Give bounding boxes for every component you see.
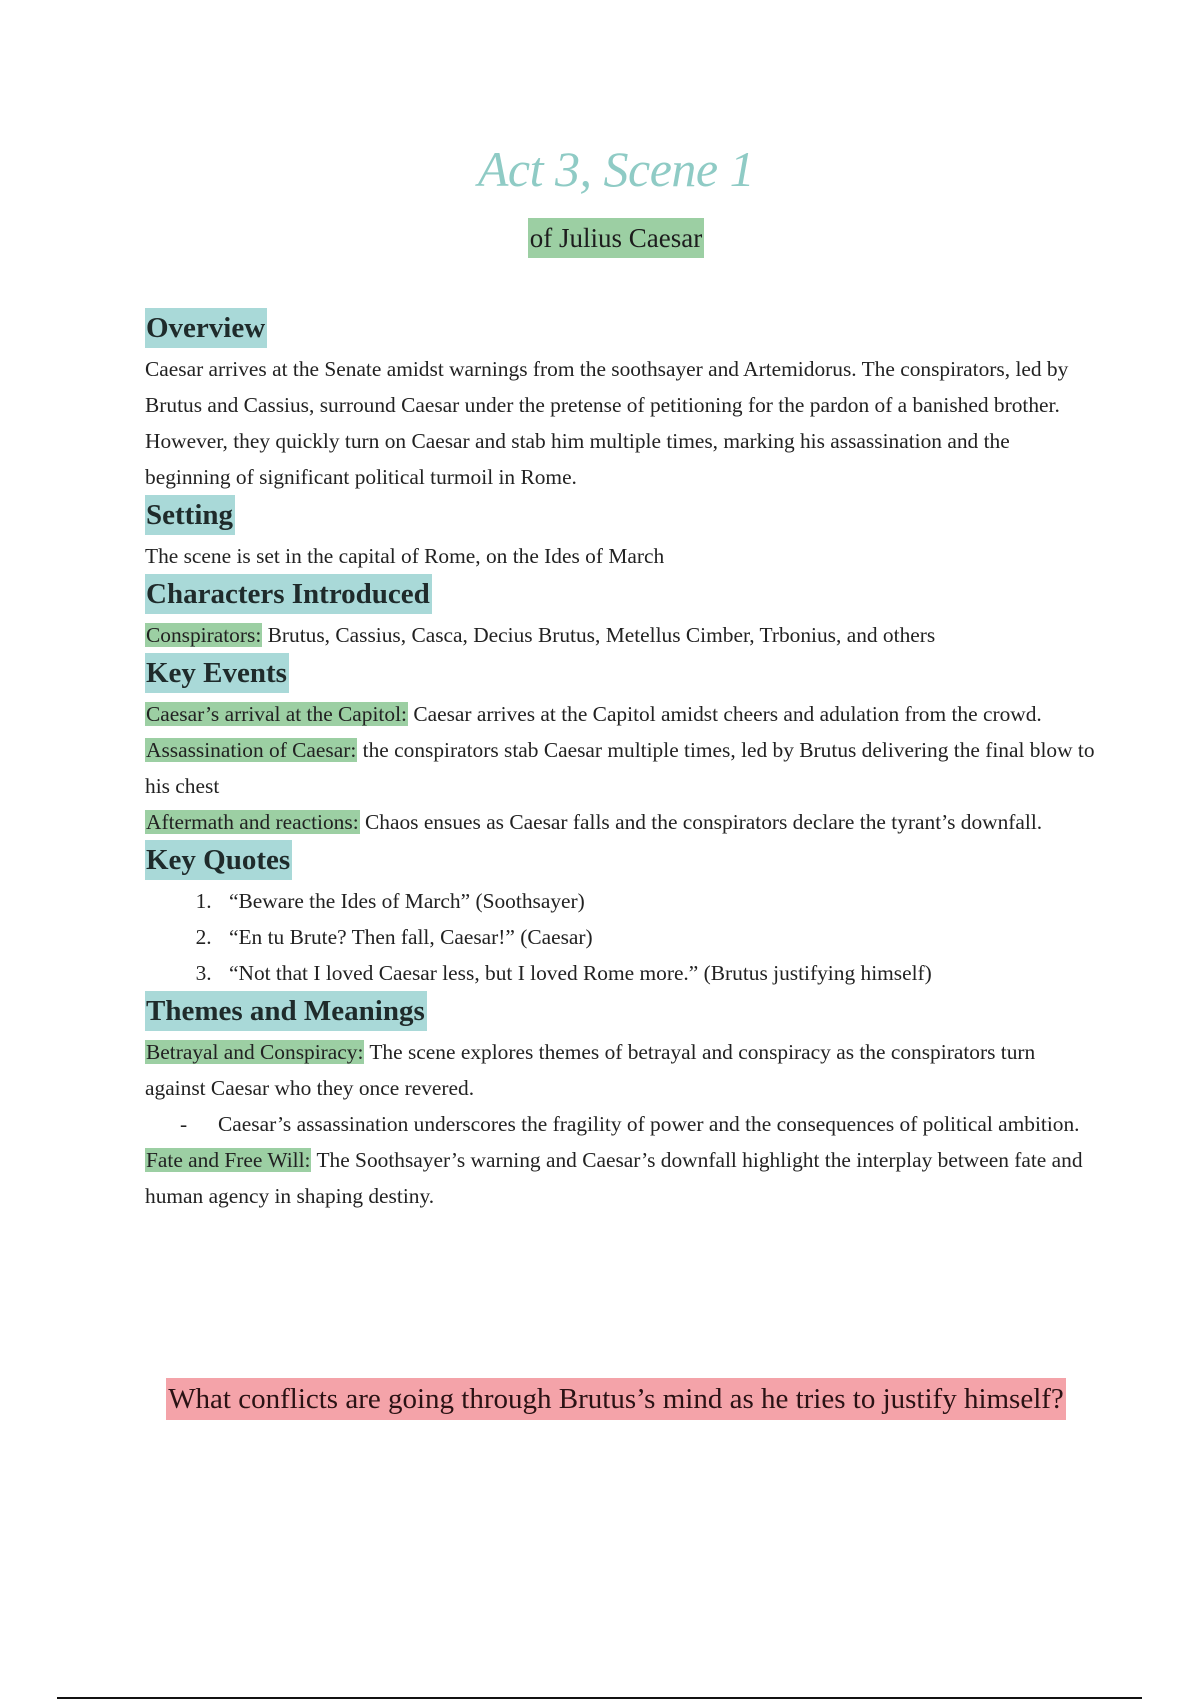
betrayal-bullet-list xyxy=(145,1106,1095,1142)
characters-heading-row xyxy=(145,574,1095,617)
setting-heading-row xyxy=(145,495,1095,538)
quote-item: 3. “Not that I loved Caesar less, but I loved Rome more.” (Brutus justifying himself) xyxy=(217,955,1095,991)
event-label: Aftermath and reactions: xyxy=(146,810,359,834)
setting-heading: Setting xyxy=(145,495,235,535)
betrayal-label: Betrayal and Conspiracy: xyxy=(146,1040,364,1064)
fate-text: The Soothsayer’s warning and Caesar’s downfall highlight the interplay between fate and human agency in shaping destiny. xyxy=(145,1148,1083,1208)
betrayal-text: The scene explores themes of betrayal and conspiracy as the conspirators turn against Caesar who they once revered. xyxy=(145,1040,1036,1100)
characters-paragraph xyxy=(145,617,1095,653)
subtitle-container xyxy=(0,218,1200,258)
conspirators-text: Brutus, Cassius, Casca, Decius Brutus, Metellus Cimber, Trbonius, and others xyxy=(262,623,936,647)
overview-text: Caesar arrives at the Senate amidst warnings from the soothsayer and Artemidorus. The conspirators, led by Brutus and Cassius, surround Caesar under the pretense of petitioning for the pardon of a banished brother. However, they quickly turn on Caesar and stab him multiple times, marking his assassination and the beginning of significant political turmoil in Rome. xyxy=(145,357,1069,489)
conspirators-label: Conspirators: xyxy=(146,623,262,647)
page-subtitle: of Julius Caesar xyxy=(528,218,704,258)
setting-text: The scene is set in the capital of Rome, on the Ides of March xyxy=(145,544,665,568)
question-container xyxy=(0,1378,1200,1420)
event-item xyxy=(145,696,1095,732)
event-item xyxy=(145,804,1095,840)
bottom-divider xyxy=(57,1697,1142,1699)
event-text: the conspirators stab Caesar multiple times, led by Brutus delivering the final blow to his chest xyxy=(145,738,1095,798)
fate-paragraph xyxy=(145,1142,1095,1214)
overview-heading: Overview xyxy=(145,308,267,348)
characters-heading: Characters Introduced xyxy=(145,574,432,614)
key-events-heading-row xyxy=(145,653,1095,696)
event-label: Assassination of Caesar: xyxy=(146,738,357,762)
event-text: Chaos ensues as Caesar falls and the conspirators declare the tyrant’s downfall. xyxy=(359,810,1043,834)
themes-heading-row xyxy=(145,991,1095,1034)
overview-heading-row xyxy=(145,308,1095,351)
event-label: Caesar’s arrival at the Capitol: xyxy=(146,702,407,726)
betrayal-bullet: - Caesar’s assassination underscores the fragility of power and the consequences of political ambition. xyxy=(180,1106,1095,1142)
fate-label: Fate and Free Will: xyxy=(146,1148,311,1172)
themes-heading: Themes and Meanings xyxy=(145,991,427,1031)
quote-item: 2. “En tu Brute? Then fall, Caesar!” (Caesar) xyxy=(217,919,1095,955)
page-title: Act 3, Scene 1 xyxy=(477,141,755,197)
key-quotes-heading-row xyxy=(145,840,1095,883)
event-item xyxy=(145,732,1095,804)
quote-item: 1. “Beware the Ides of March” (Soothsayer) xyxy=(217,883,1095,919)
key-events-heading: Key Events xyxy=(145,653,289,693)
key-quotes-heading: Key Quotes xyxy=(145,840,292,880)
notes-content xyxy=(145,308,1095,1214)
betrayal-paragraph xyxy=(145,1034,1095,1106)
quotes-list xyxy=(145,883,1095,991)
discussion-question: What conflicts are going through Brutus’s mind as he tries to justify himself? xyxy=(166,1378,1066,1420)
event-text: Caesar arrives at the Capitol amidst cheers and adulation from the crowd. xyxy=(407,702,1042,726)
